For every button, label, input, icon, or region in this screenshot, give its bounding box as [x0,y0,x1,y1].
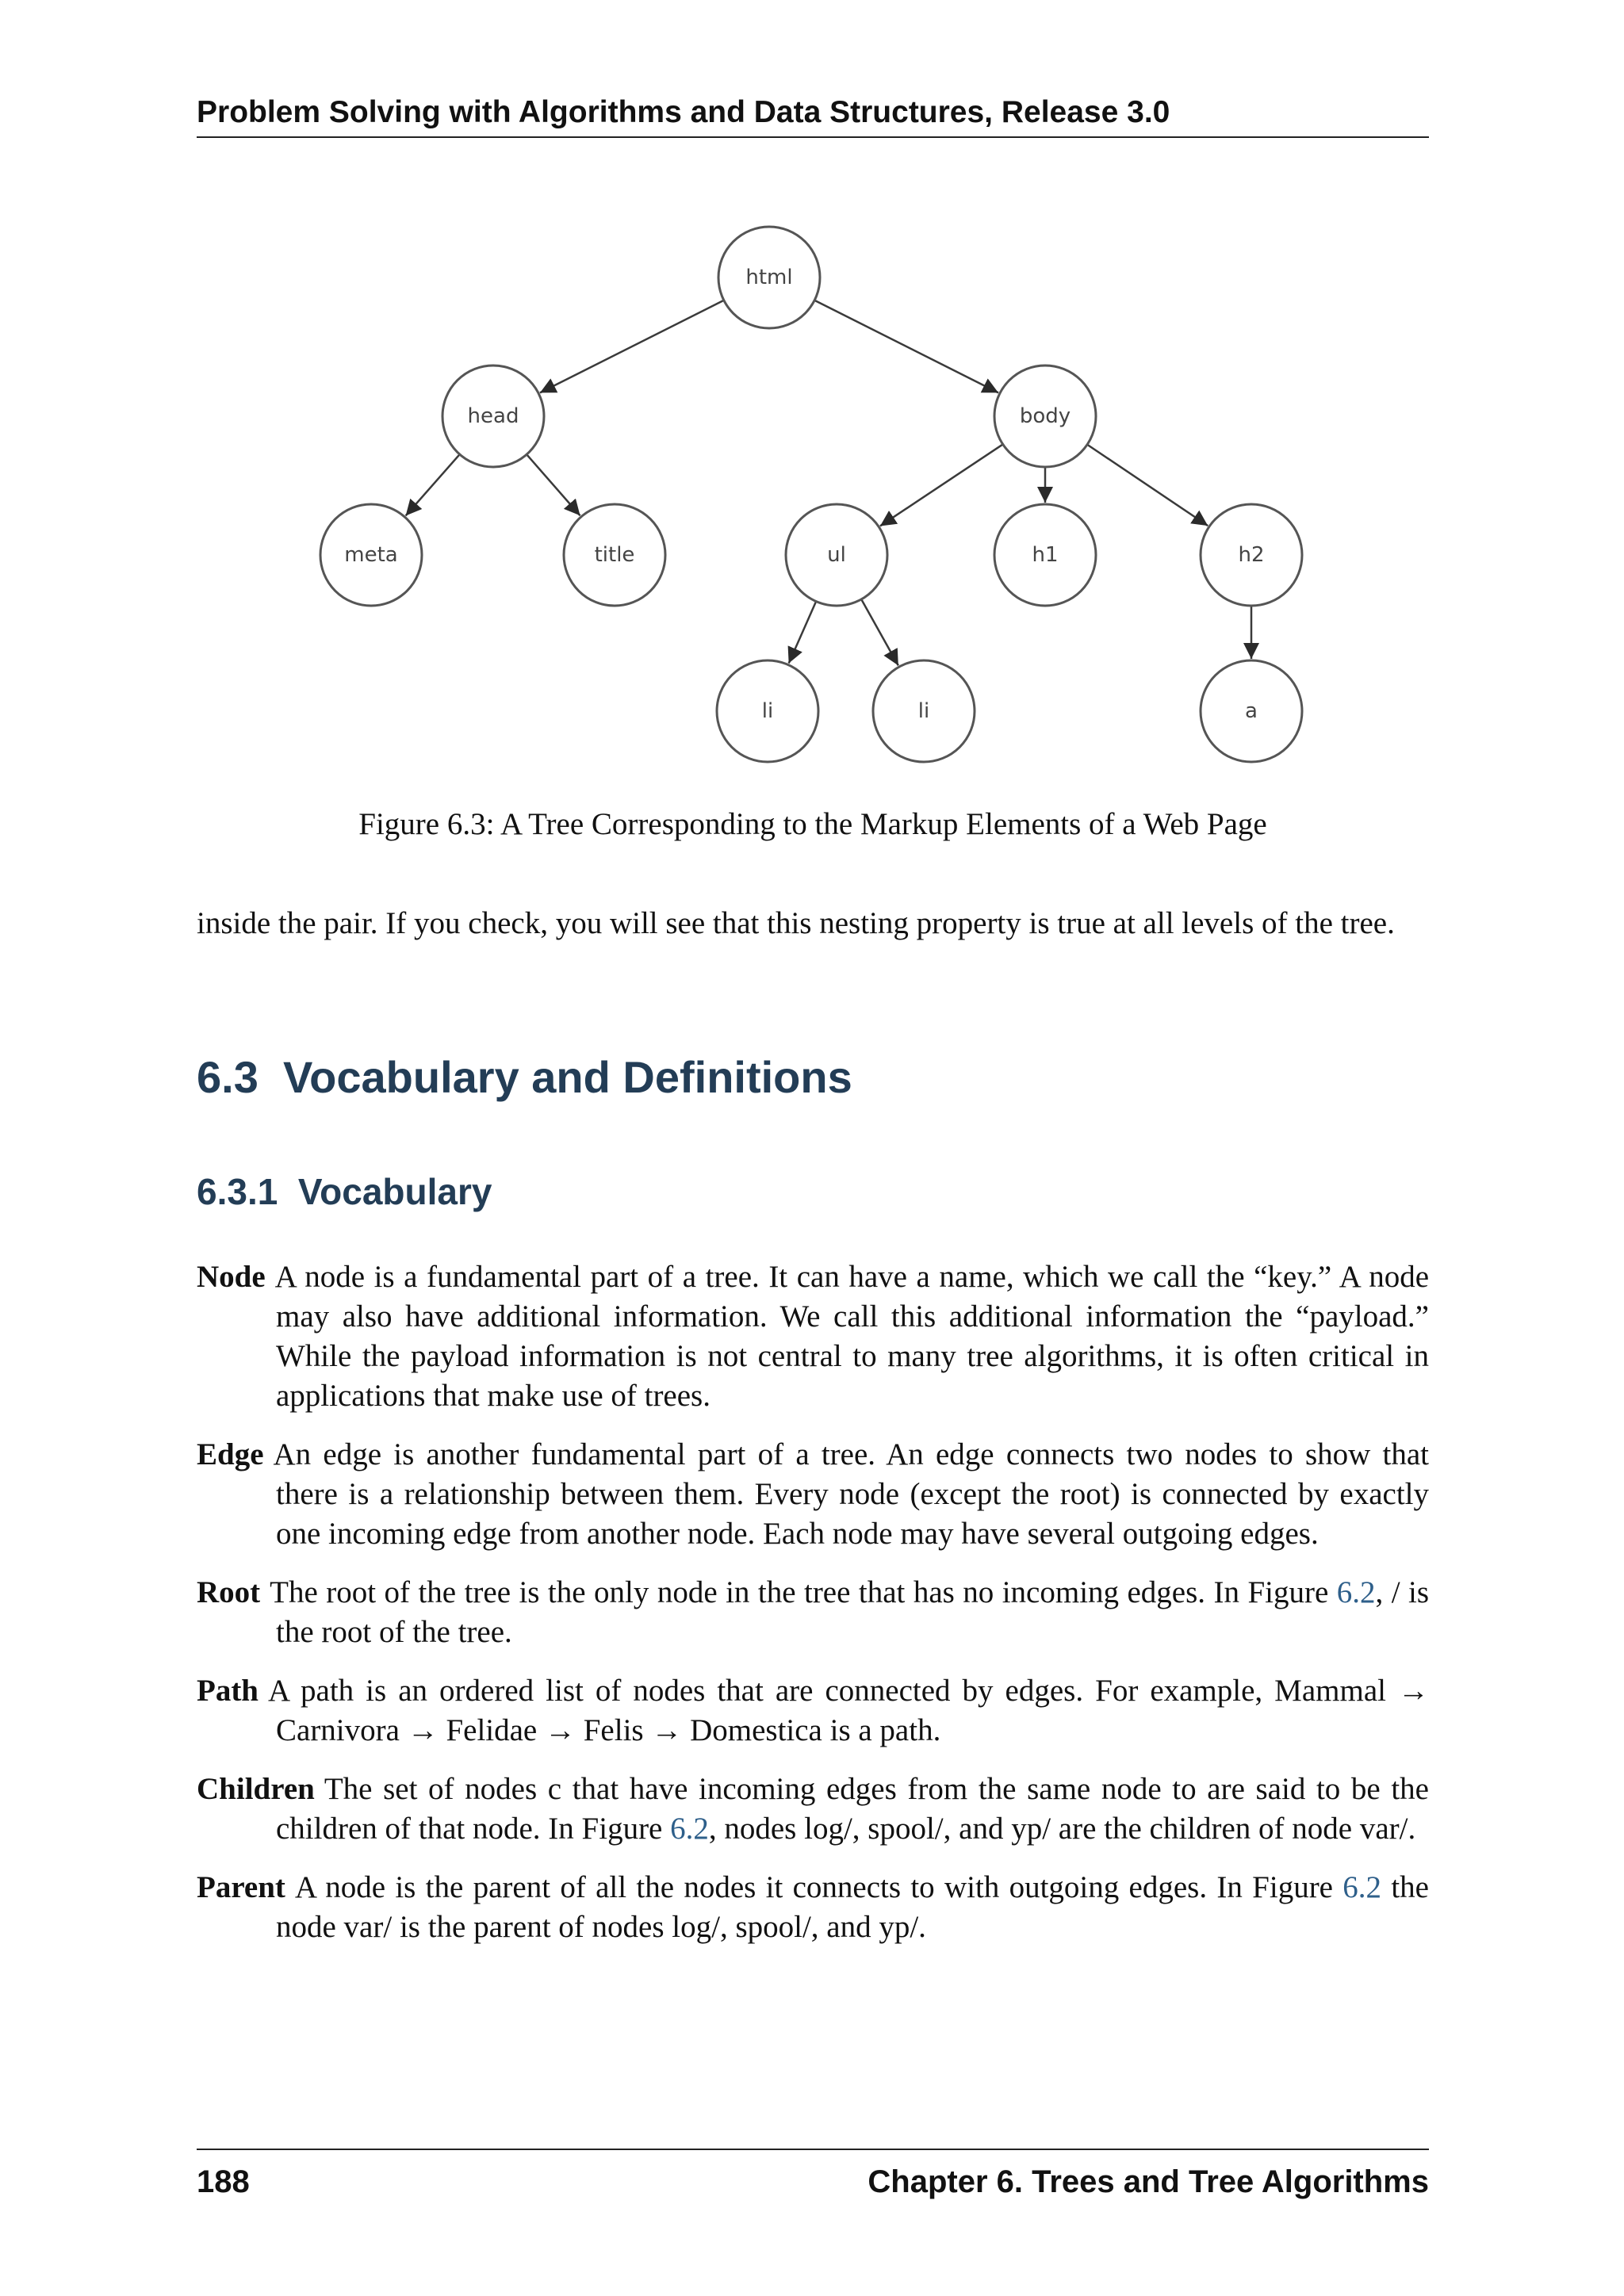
definition-children-text-b: , nodes log/, spool/, and yp/ are the children of node var/. [708,1812,1416,1846]
tree-edge-body-ul [880,444,1003,526]
section-heading [197,1051,852,1103]
running-header [197,89,1429,138]
definition-list [197,1257,1429,1966]
tree-node-h2 [1201,504,1302,606]
tree-node-label: body [1019,404,1071,428]
subsection-number: 6.3.1 [197,1171,278,1212]
tree-node-label: a [1245,699,1258,723]
tree-diagram [301,214,1324,777]
tree-node-label: html [745,266,793,289]
tree-node-h1 [994,504,1096,606]
tree-edge-head-title [527,454,580,515]
tree-node-li2 [873,660,975,762]
definition-children-text-a: The set of nodes c that have incoming edges from the same node to are said to be the children of that node. In Figure [276,1772,1429,1846]
definition-root-text-a: The root of the tree is the only node in the tree that has no incoming edges. In Figure [270,1575,1337,1609]
definition-parent-text-a: A node is the parent of all the nodes it connects to with outgoing edges. In Figure [294,1870,1343,1904]
term-children: Children [197,1772,315,1806]
tree-node-label: h2 [1238,543,1265,567]
tree-edge-html-head [540,300,724,393]
subsection-heading [197,1170,492,1213]
definition-root [197,1573,1429,1652]
tree-node-label: title [594,543,635,567]
figure-reference-link[interactable]: 6.2 [1342,1870,1382,1904]
definition-edge-text: An edge is another fundamental part of a tree. An edge connects two nodes to show that there is a relationship between them. Every node (except the root) is connected by exactly one incoming edge from another node. Each node may have several outgoing edges. [273,1437,1429,1551]
tree-node-meta [320,504,422,606]
definition-root-text-b: , / is the root of the tree. [276,1575,1429,1649]
tree-node-head [442,365,544,467]
section-title: Vocabulary and Definitions [282,1052,852,1102]
tree-edge-ul-li2 [861,599,898,665]
tree-node-a [1201,660,1302,762]
tree-edge-html-body [814,300,998,393]
term-parent: Parent [197,1870,285,1904]
definition-edge [197,1435,1429,1554]
definition-children [197,1770,1429,1849]
tree-edge-head-meta [406,454,460,515]
tree-edge-body-h2 [1087,445,1208,526]
definition-parent-text-b: the node var/ is the parent of nodes log/, spool/, and yp/. [276,1870,1429,1944]
tree-node-label: ul [827,543,846,567]
tree-node-html [718,227,820,328]
tree-node-body [994,365,1096,467]
term-root: Root [197,1575,261,1609]
book-title: Problem Solving with Algorithms and Data Structures, Release 3.0 [197,95,1170,129]
tree-node-li1 [717,660,818,762]
figure-reference-link[interactable]: 6.2 [1336,1575,1376,1609]
tree-node-label: li [761,699,774,723]
subsection-title: Vocabulary [297,1171,492,1212]
definition-parent [197,1868,1429,1947]
tree-node-title [564,504,665,606]
tree-node-ul [786,504,887,606]
term-node: Node [197,1260,266,1294]
section-number: 6.3 [197,1052,259,1102]
definition-path-text: A path is an ordered list of nodes that are connected by edges. For example, Mammal → Carnivora → Felidae → Felis → Domestica is a path. [268,1674,1429,1747]
tree-node-label: h1 [1032,543,1059,567]
tree-node-label: meta [344,543,398,567]
definition-path [197,1671,1429,1751]
page-footer [197,2149,1429,2204]
chapter-title: Chapter 6. Trees and Tree Algorithms [868,2164,1429,2199]
page-number: 188 [197,2164,250,2199]
term-edge: Edge [197,1437,264,1471]
definition-node [197,1257,1429,1416]
definition-node-text: A node is a fundamental part of a tree. It can have a name, which we call the “key.” A node may also have additional information. We call this additional information the “payload.” While the payload information is not central to many tree algorithms, it is often critical in applications that make use of trees. [274,1260,1429,1413]
tree-edge-ul-li1 [789,602,816,664]
figure-caption: Figure 6.3: A Tree Corresponding to the Markup Elements of a Web Page [358,807,1267,841]
body-paragraph: inside the pair. If you check, you will see that this nesting property is true at all levels of the tree. [197,906,1395,940]
tree-node-label: head [467,404,519,428]
tree-node-label: li [917,699,930,723]
figure-reference-link[interactable]: 6.2 [670,1812,709,1846]
term-path: Path [197,1674,259,1708]
